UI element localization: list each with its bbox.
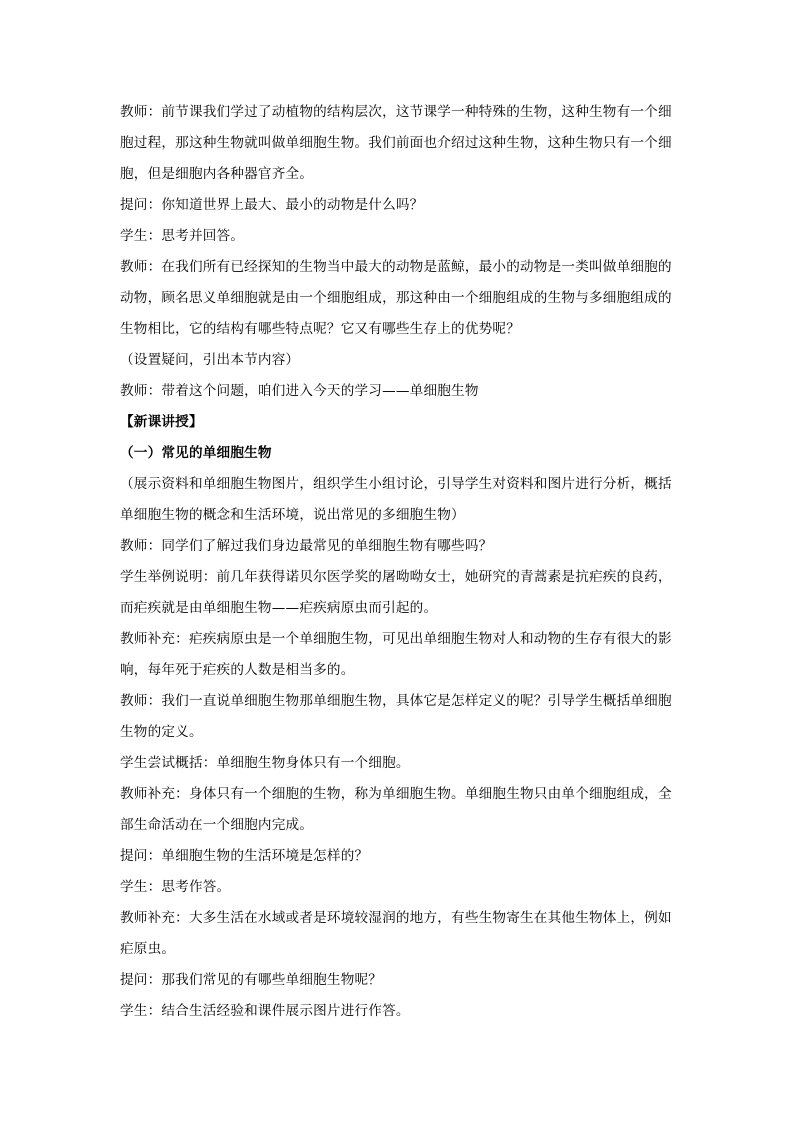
section-heading: 【新课讲授】 [120,414,203,430]
subsection-heading: （一）常见的单细胞生物 [120,445,272,461]
paragraph-line: 动物，顾名思义单细胞就是由一个细胞组成，那这种由一个细胞组成的生物与多细胞组成的 [120,290,672,306]
paragraph-line: 教师：前节课我们学过了动植物的结构层次，这节课学一种特殊的生物，这种生物有一个细 [120,104,672,120]
paragraph-line: 响，每年死于疟疾的人数是相当多的。 [120,662,355,678]
paragraph-line: 提问：单细胞生物的生活环境是怎样的？ [120,848,369,864]
paragraph-line: 教师：带着这个问题，咱们进入今天的学习——单细胞生物 [120,383,479,399]
paragraph-line: （设置疑问，引出本节内容） [120,352,300,368]
paragraph-line: 而疟疾就是由单细胞生物——疟疾病原虫而引起的。 [120,600,438,616]
paragraph-line: 提问：你知道世界上最大、最小的动物是什么吗？ [120,197,424,213]
paragraph-line: 学生：思考作答。 [120,879,231,895]
paragraph-line: 教师补充：身体只有一个细胞的生物，称为单细胞生物。单细胞生物只由单个细胞组成，全 [120,786,672,802]
paragraph-line: 学生尝试概括：单细胞生物身体只有一个细胞。 [120,755,410,771]
paragraph-line: 生物的定义。 [120,724,203,740]
paragraph-line: 疟原虫。 [120,941,176,957]
paragraph-line: 教师：在我们所有已经探知的生物当中最大的动物是蓝鲸，最小的动物是一类叫做单细胞的 [120,259,672,275]
paragraph-line: 生物相比，它的结构有哪些特点呢？它又有哪些生存上的优势呢？ [120,321,521,337]
paragraph-line: 胞，但是细胞内各种器官齐全。 [120,166,314,182]
paragraph-line: 学生：结合生活经验和课件展示图片进行作答。 [120,1003,410,1019]
paragraph-line: 胞过程，那这种生物就叫做单细胞生物。我们前面也介绍过这种生物，这种生物只有一个细 [120,135,672,151]
paragraph-line: 学生举例说明：前几年获得诺贝尔医学奖的屠呦呦女士，她研究的青蒿素是抗疟疾的良药， [120,569,672,585]
paragraph-line: 教师补充：大多生活在水域或者是环境较湿润的地方，有些生物寄生在其他生物体上，例如 [120,910,672,926]
paragraph-line: 提问：那我们常见的有哪些单细胞生物呢？ [120,972,383,988]
paragraph-line: 教师补充：疟疾病原虫是一个单细胞生物，可见出单细胞生物对人和动物的生存有很大的影 [120,631,672,647]
paragraph-line: 教师：我们一直说单细胞生物那单细胞生物，具体它是怎样定义的呢？引导学生概括单细胞 [120,693,672,709]
paragraph-line: 教师：同学们了解过我们身边最常见的单细胞生物有哪些吗？ [120,538,493,554]
paragraph-line: 单细胞生物的概念和生活环境，说出常见的多细胞生物） [120,507,465,523]
paragraph-line: 部生命活动在一个细胞内完成。 [120,817,314,833]
document-body [120,97,680,1027]
paragraph-line: 学生：思考并回答。 [120,228,245,244]
paragraph-line: （展示资料和单细胞生物图片，组织学生小组讨论，引导学生对资料和图片进行分析，概括 [120,476,672,492]
